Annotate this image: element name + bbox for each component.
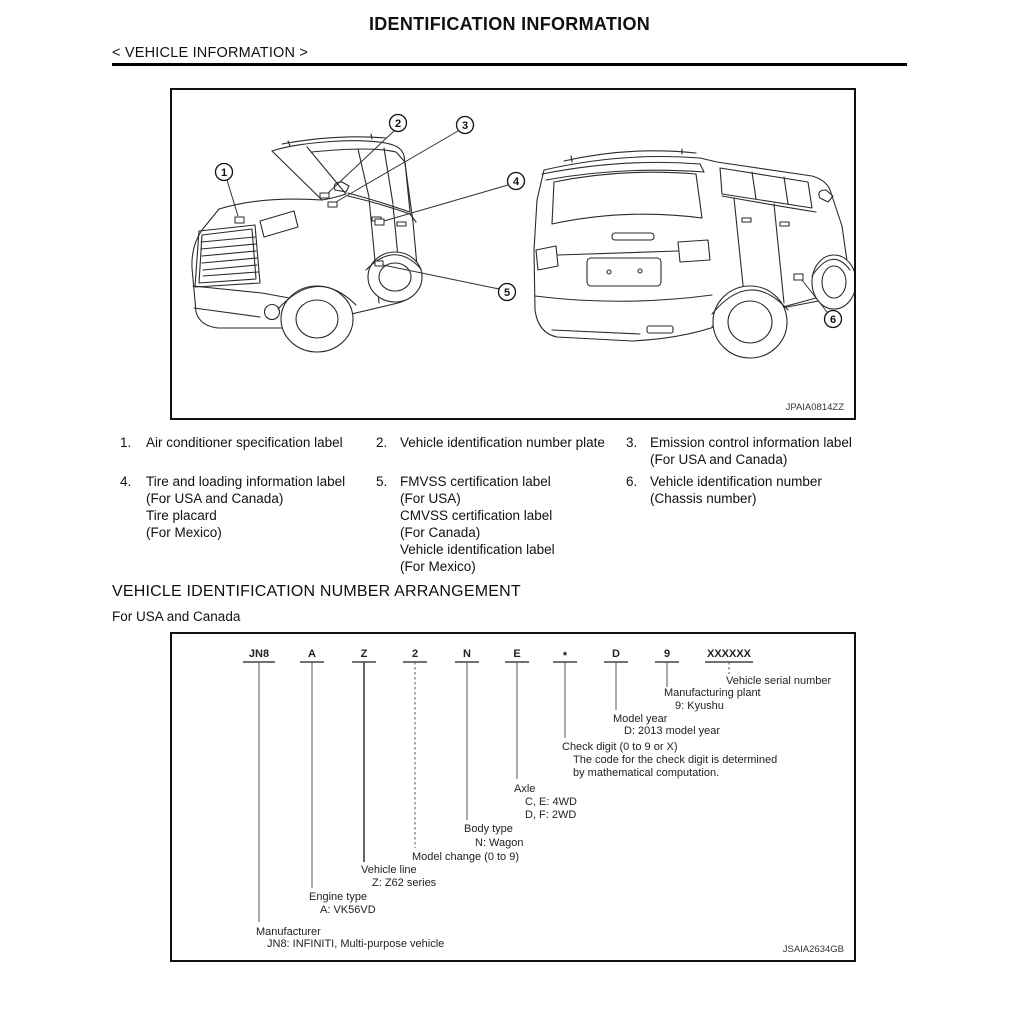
legend-item-1-text: Air conditioner specification label <box>146 435 343 450</box>
vin-arrangement-figure <box>170 632 856 962</box>
legend-item-5-number: 5. <box>376 474 388 489</box>
legend-item-2 <box>376 434 624 451</box>
legend-column-1 <box>120 434 372 541</box>
section-subtitle: < VEHICLE INFORMATION > <box>112 45 309 61</box>
label-location-marks <box>235 193 803 280</box>
vin-char-5: E <box>513 648 521 660</box>
vin-label-axle-0: Axle <box>514 783 536 795</box>
vin-label-modelyear-1: D: 2013 model year <box>624 725 720 737</box>
vin-label-axle-2: D, F: 2WD <box>525 809 577 821</box>
vin-char-4: N <box>463 648 471 660</box>
legend-item-5 <box>376 473 624 575</box>
headlight <box>260 211 298 237</box>
vin-label-plant-0: Manufacturing plant <box>664 687 761 699</box>
legend-item-3 <box>626 434 876 468</box>
vin-leader-lines <box>259 662 729 922</box>
legend-column-2 <box>376 434 624 575</box>
legend-item-5-text: FMVSS certification label (For USA) CMVSS certification label (For Canada) Vehicle identification label (For Mexico) <box>400 474 555 574</box>
rear-vehicle-illustration <box>534 149 854 358</box>
page-title: IDENTIFICATION INFORMATION <box>368 14 651 34</box>
legend-item-6-number: 6. <box>626 474 638 489</box>
legend-item-2-text: Vehicle identification number plate <box>400 435 605 450</box>
vin-label-manufacturer-1: JN8: INFINITI, Multi-purpose vehicle <box>267 938 445 950</box>
figure-code: JPAIA0814ZZ <box>785 402 844 413</box>
vin-label-manufacturer-0: Manufacturer <box>256 926 321 938</box>
vin-char-6: * <box>562 650 568 662</box>
callout-4-number: 4 <box>512 176 520 188</box>
taillight-left <box>536 246 558 270</box>
vin-label-modelyear-0: Model year <box>613 713 668 725</box>
legend-item-4 <box>120 473 372 541</box>
vin-region-label: For USA and Canada <box>112 609 241 624</box>
legend-item-4-text: Tire and loading information label (For USA and Canada) Tire placard (For Mexico) <box>146 474 346 540</box>
vin-labels <box>256 675 832 950</box>
license-plate-recess <box>587 258 661 286</box>
vin-char-7: D <box>612 648 620 660</box>
vehicle-illustration-svg <box>172 90 854 418</box>
vin-char-2: Z <box>360 648 368 660</box>
vin-label-vehicleline-1: Z: Z62 series <box>372 877 437 889</box>
vin-label-serial: Vehicle serial number <box>726 675 832 687</box>
vehicle-label-locations-figure <box>170 88 856 420</box>
vin-label-axle-1: C, E: 4WD <box>525 796 577 808</box>
vin-label-checkdigit-0: Check digit (0 to 9 or X) <box>562 741 678 753</box>
fog-lamp <box>265 305 280 320</box>
vin-label-enginetype-1: A: VK56VD <box>320 904 376 916</box>
legend-item-1-number: 1. <box>120 435 132 450</box>
vin-label-vehicleline-0: Vehicle line <box>361 864 417 876</box>
vin-label-modelchange: Model change (0 to 9) <box>412 851 520 863</box>
vin-diagram-svg <box>172 634 854 960</box>
vin-char-1: A <box>308 648 316 660</box>
taillight-right <box>678 240 710 262</box>
vin-char-3: 2 <box>411 648 419 660</box>
vin-label-checkdigit-2: by mathematical computation. <box>573 767 720 779</box>
legend-column-3 <box>626 434 876 507</box>
legend-item-1 <box>120 434 372 451</box>
header-rule <box>112 63 907 66</box>
vin-char-9: XXXXXX <box>706 648 752 660</box>
callout-1-number: 1 <box>220 167 228 179</box>
vin-label-enginetype-0: Engine type <box>309 891 368 903</box>
vin-char-0: JN8 <box>248 648 270 660</box>
side-mirror <box>334 182 349 192</box>
legend-item-2-number: 2. <box>376 435 388 450</box>
vin-characters <box>249 648 752 662</box>
legend-item-6 <box>626 473 876 507</box>
legend-item-4-number: 4. <box>120 474 132 489</box>
figure-code: JSAIA2634GB <box>782 944 844 955</box>
legend-item-3-number: 3. <box>626 435 638 450</box>
callout-2-number: 2 <box>394 118 402 130</box>
vin-arrangement-heading: VEHICLE IDENTIFICATION NUMBER ARRANGEMENT <box>112 583 521 600</box>
legend-item-3-text: Emission control information label (For USA and Canada) <box>650 435 852 467</box>
callout-3-number: 3 <box>461 120 469 132</box>
vin-label-checkdigit-1: The code for the check digit is determined <box>573 754 778 766</box>
callout-6-number: 6 <box>829 314 837 326</box>
vin-label-plant-1: 9: Kyushu <box>675 700 724 712</box>
vin-label-bodytype-0: Body type <box>464 823 513 835</box>
vin-char-8: 9 <box>663 648 671 660</box>
legend-item-6-text: Vehicle identification number (Chassis number) <box>650 474 822 506</box>
grille <box>195 225 260 287</box>
callout-5-number: 5 <box>503 287 511 299</box>
vin-label-bodytype-1: N: Wagon <box>475 837 524 849</box>
